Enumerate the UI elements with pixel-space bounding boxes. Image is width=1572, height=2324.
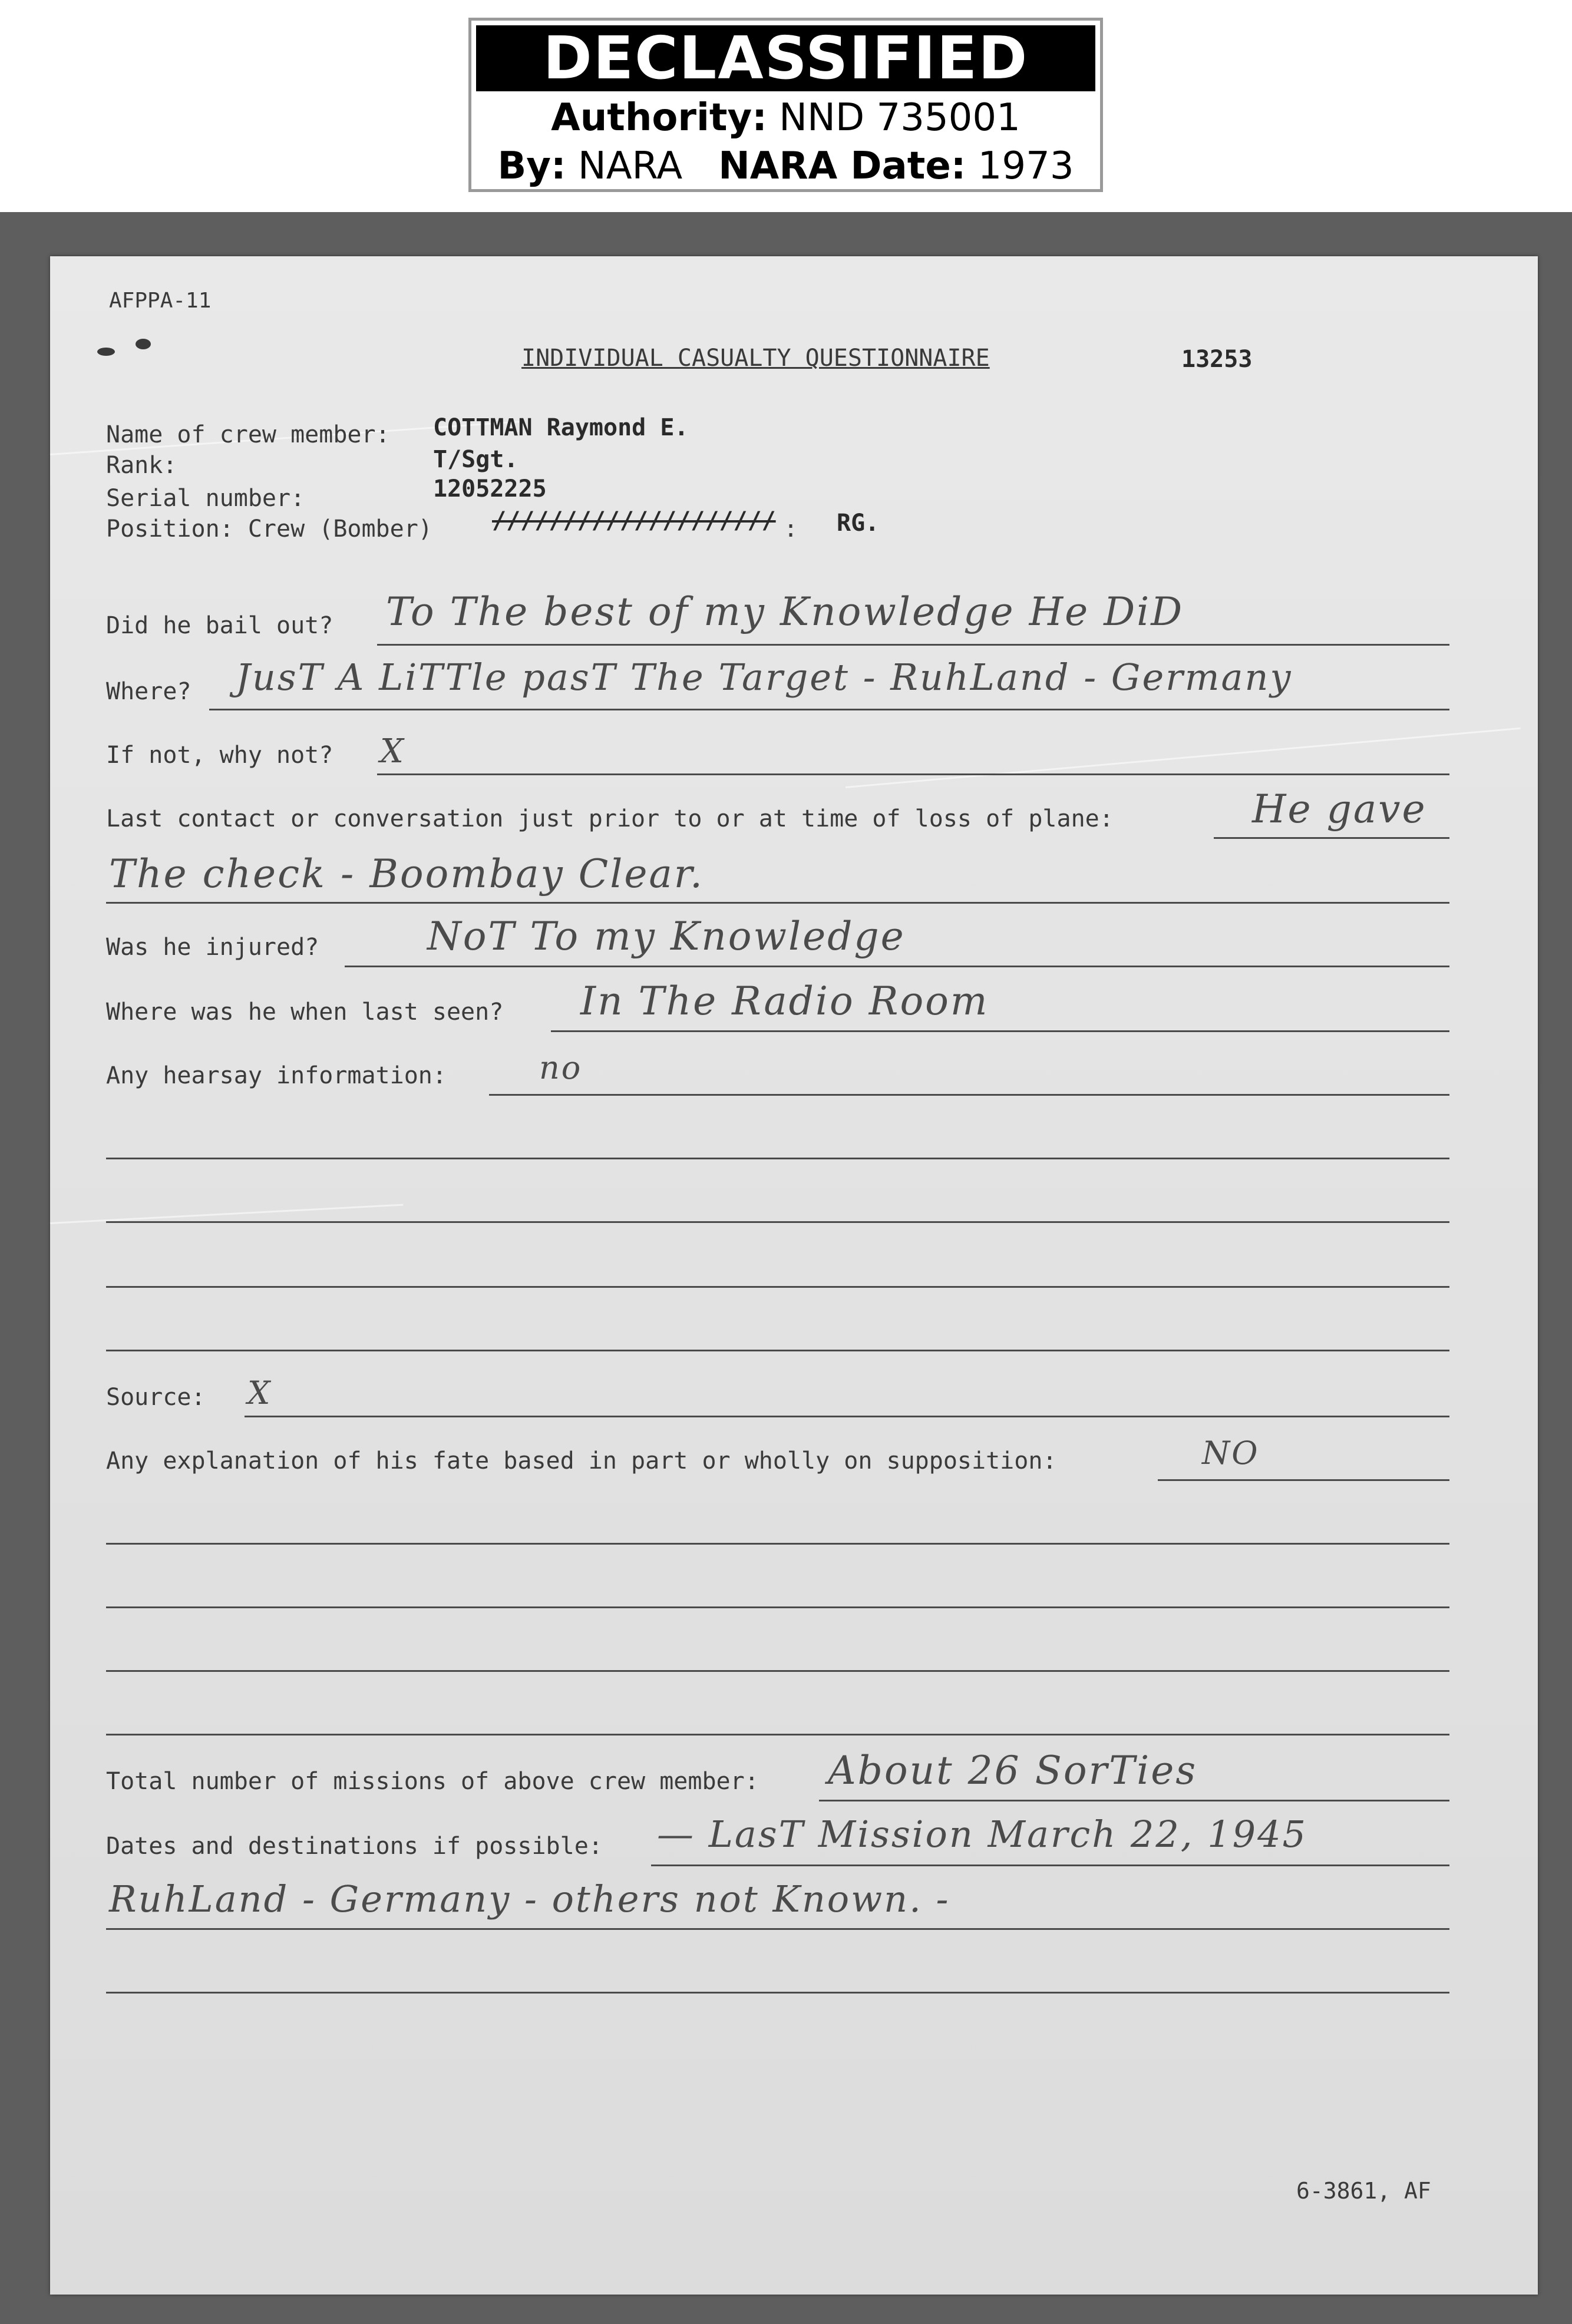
stamp-by-line bbox=[471, 144, 1100, 188]
position-struck-text: //////////////////// bbox=[492, 507, 776, 534]
ink-smudge bbox=[136, 339, 151, 349]
scanned-document bbox=[0, 212, 1572, 2324]
ink-smudge bbox=[97, 348, 115, 356]
total-missions-line bbox=[819, 1800, 1449, 1801]
form-code: AFPPA-11 bbox=[109, 289, 212, 313]
blank-line bbox=[106, 1543, 1449, 1545]
source-line bbox=[245, 1416, 1449, 1417]
bail-out-line bbox=[377, 644, 1449, 646]
blank-line bbox=[106, 1606, 1449, 1608]
blank-line bbox=[106, 1350, 1449, 1351]
hearsay-label: Any hearsay information: bbox=[106, 1062, 447, 1089]
stamp-authority-line bbox=[471, 96, 1100, 140]
declassified-stamp bbox=[468, 18, 1103, 192]
stamp-by-value: NARA bbox=[577, 144, 683, 188]
stamp-by-label: By: bbox=[497, 144, 566, 188]
last-contact-label: Last contact or conversation just prior to or at time of loss of plane: bbox=[106, 805, 1114, 832]
where-line bbox=[209, 709, 1449, 710]
dates-line-2 bbox=[106, 1928, 1449, 1930]
total-missions-label: Total number of missions of above crew member: bbox=[106, 1768, 759, 1795]
stamp-title: DECLASSIFIED bbox=[476, 25, 1095, 91]
hearsay-answer: no bbox=[539, 1049, 583, 1086]
injured-line bbox=[345, 966, 1449, 967]
if-not-answer: X bbox=[380, 732, 405, 771]
blank-line bbox=[106, 1286, 1449, 1288]
position-colon: : bbox=[784, 515, 798, 543]
position-label: Position: Crew (Bomber) bbox=[106, 515, 432, 543]
blank-line bbox=[106, 1992, 1449, 1994]
blank-line bbox=[106, 1734, 1449, 1735]
rank-value: T/Sgt. bbox=[433, 446, 519, 473]
source-label: Source: bbox=[106, 1384, 206, 1411]
stamp-authority-label: Authority: bbox=[551, 96, 767, 140]
footer-form-code: 6-3861, AF bbox=[1296, 2178, 1431, 2204]
last-seen-line bbox=[551, 1030, 1449, 1032]
dates-label: Dates and destinations if possible: bbox=[106, 1833, 603, 1860]
position-value: RG. bbox=[837, 510, 880, 537]
paper-crease bbox=[846, 728, 1521, 788]
bail-out-answer: To The best of my Knowledge He DiD bbox=[386, 589, 1184, 634]
last-contact-line-2 bbox=[106, 902, 1449, 904]
last-contact-line-1 bbox=[1214, 837, 1449, 839]
serial-label: Serial number: bbox=[106, 485, 305, 512]
dates-answer-1: — LasT Mission March 22, 1945 bbox=[657, 1813, 1308, 1856]
serial-value: 12052225 bbox=[433, 475, 547, 503]
if-not-line bbox=[377, 773, 1449, 775]
dates-answer-2: RuhLand - Germany - others not Known. - bbox=[109, 1877, 950, 1920]
last-contact-answer-2: The check - Boombay Clear. bbox=[109, 851, 705, 897]
hearsay-line bbox=[489, 1094, 1449, 1096]
stamp-date-label: NARA Date: bbox=[718, 144, 966, 188]
explanation-answer: NO bbox=[1202, 1434, 1260, 1472]
injured-label: Was he injured? bbox=[106, 934, 319, 961]
questionnaire-page bbox=[50, 256, 1538, 2295]
explanation-line bbox=[1158, 1479, 1449, 1481]
form-title: INDIVIDUAL CASUALTY QUESTIONNAIRE bbox=[521, 345, 990, 372]
blank-line bbox=[106, 1158, 1449, 1159]
source-answer: X bbox=[247, 1374, 272, 1411]
last-contact-answer-1: He gave bbox=[1252, 786, 1427, 832]
where-label: Where? bbox=[106, 678, 191, 705]
blank-line bbox=[106, 1221, 1449, 1223]
form-number: 13253 bbox=[1181, 346, 1253, 373]
last-seen-answer: In The Radio Room bbox=[580, 978, 989, 1024]
rank-label: Rank: bbox=[106, 452, 177, 479]
last-seen-label: Where was he when last seen? bbox=[106, 999, 504, 1026]
name-label: Name of crew member: bbox=[106, 421, 390, 448]
explanation-label: Any explanation of his fate based in part or wholly on supposition: bbox=[106, 1447, 1057, 1475]
stamp-authority-value: NND 735001 bbox=[779, 96, 1021, 140]
total-missions-answer: About 26 SorTies bbox=[828, 1748, 1198, 1793]
blank-line bbox=[106, 1670, 1449, 1672]
where-answer: JusT A LiTTle pasT The Target - RuhLand - Germany bbox=[236, 656, 1293, 699]
injured-answer: NoT To my Knowledge bbox=[427, 914, 906, 959]
dates-line-1 bbox=[651, 1865, 1449, 1866]
if-not-label: If not, why not? bbox=[106, 742, 333, 769]
stamp-date-value: 1973 bbox=[977, 144, 1074, 188]
name-value: COTTMAN Raymond E. bbox=[433, 414, 689, 441]
bail-out-label: Did he bail out? bbox=[106, 612, 333, 639]
